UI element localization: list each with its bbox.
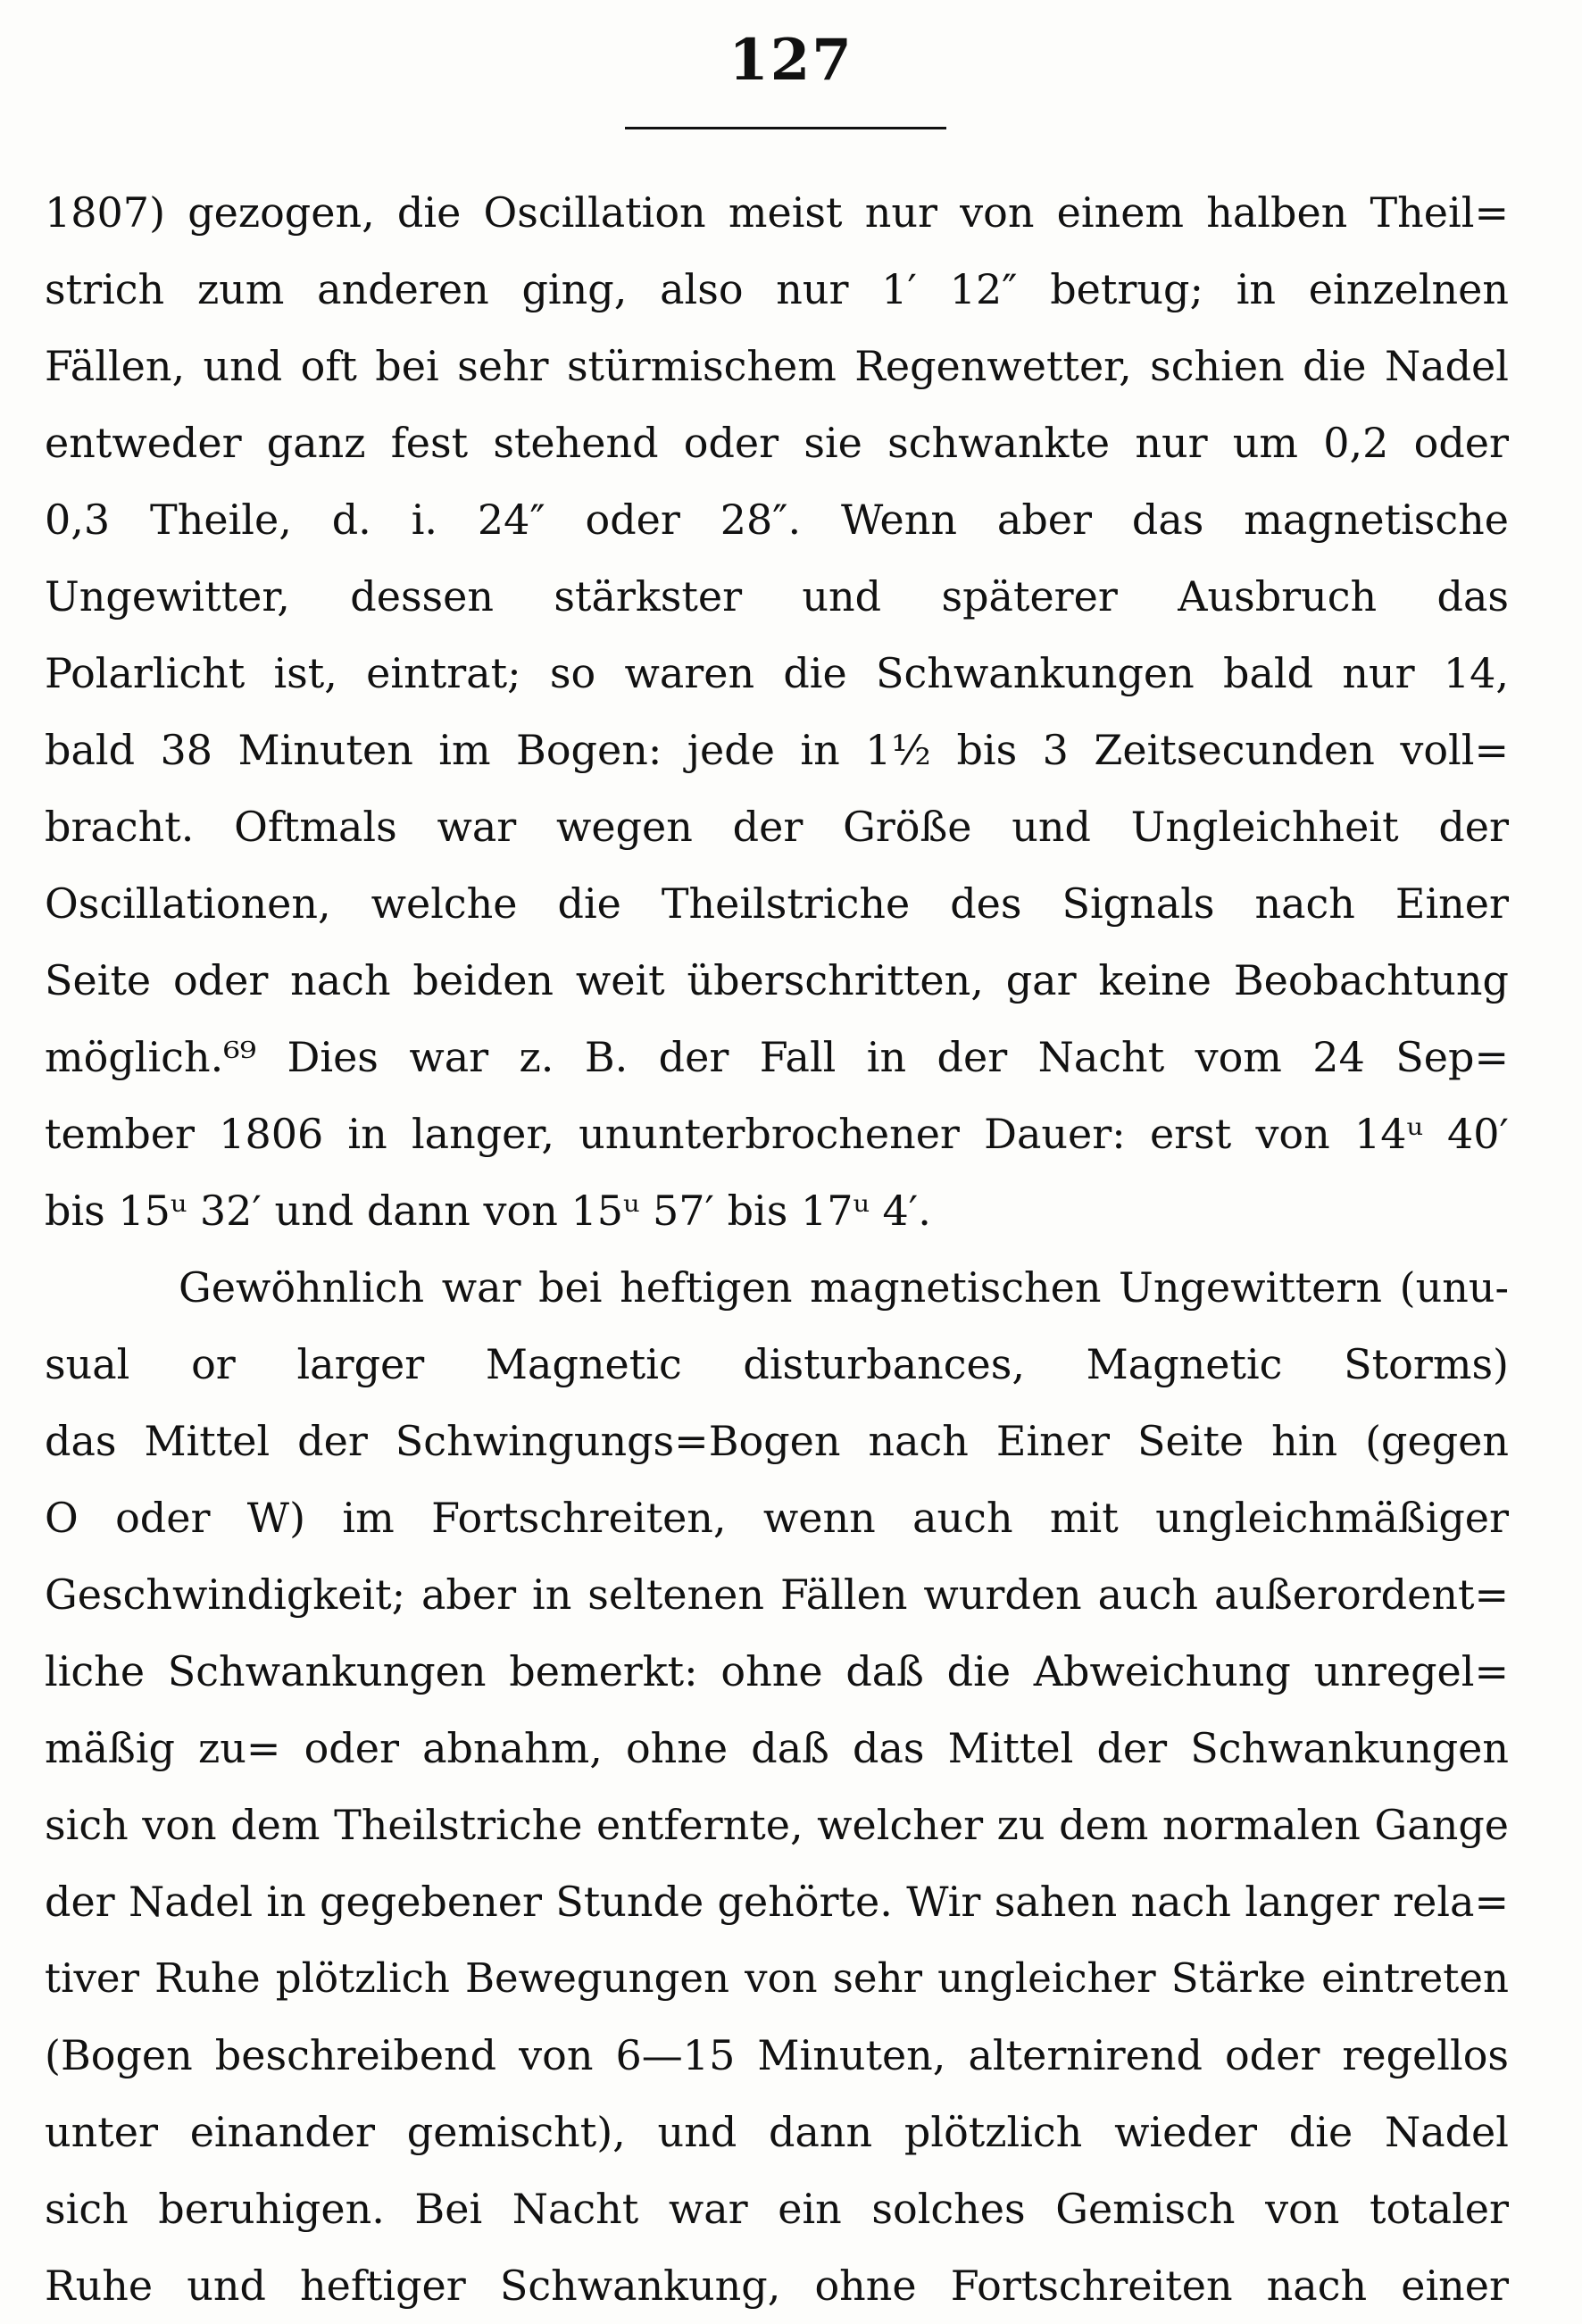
text-line: O oder W) im Fortschreiten, wenn auch mit ungleichmäßiger (45, 1494, 1509, 1542)
text-line: tember 1806 in langer, ununterbrochener Dauer: erst von 14ᵘ 40′ (45, 1110, 1509, 1158)
text-line: (Bogen beschreibend von 6—15 Minuten, alternirend oder regellos (45, 2031, 1509, 2079)
text-line: sich von dem Theilstriche entfernte, welcher zu dem normalen Gange (45, 1801, 1509, 1849)
body-text (45, 174, 1509, 2324)
text-line: Gewöhnlich war bei heftigen magnetischen Ungewittern (unu- (179, 1263, 1509, 1312)
text-line: tiver Ruhe plötzlich Bewegungen von sehr ungleicher Stärke eintreten (45, 1954, 1509, 2002)
text-line: 1807) gezogen, die Oscillation meist nur von einem halben Theil= (45, 188, 1509, 237)
text-line: 0,3 Theile, d. i. 24″ oder 28″. Wenn aber das magnetische (45, 496, 1509, 544)
text-line: Fällen, und oft bei sehr stürmischem Regenwetter, schien die Nadel (45, 342, 1509, 390)
text-line: sual or larger Magnetic disturbances, Magnetic Storms) (45, 1340, 1509, 1388)
text-line: möglich.⁶⁹ Dies war z. B. der Fall in der Nacht vom 24 Sep= (45, 1033, 1509, 1081)
text-line: Polarlicht ist, eintrat; so waren die Schwankungen bald nur 14, (45, 649, 1509, 697)
text-line: bald 38 Minuten im Bogen: jede in 1½ bis 3 Zeitsecunden voll= (45, 726, 1509, 774)
text-line: mäßig zu= oder abnahm, ohne daß das Mittel der Schwankungen (45, 1724, 1509, 1772)
text-line: Geschwindigkeit; aber in seltenen Fällen wurden auch außerordent= (45, 1570, 1509, 1619)
text-line: entweder ganz fest stehend oder sie schwankte nur um 0,2 oder (45, 419, 1509, 467)
text-line: liche Schwankungen bemerkt: ohne daß die Abweichung unregel= (45, 1647, 1509, 1695)
text-line: Ungewitter, dessen stärkster und späterer Ausbruch das (45, 572, 1509, 621)
header-rule (625, 127, 946, 129)
text-line: der Nadel in gegebener Stunde gehörte. Wir sahen nach langer rela= (45, 1878, 1509, 1926)
text-line: Oscillationen, welche die Theilstriche des Signals nach Einer (45, 879, 1509, 928)
text-line: strich zum anderen ging, also nur 1′ 12″ betrug; in einzelnen (45, 265, 1509, 313)
text-line: Seite oder nach beiden weit überschritten, gar keine Beobachtung (45, 956, 1509, 1004)
page-number: 127 (729, 27, 853, 94)
text-line: unter einander gemischt), und dann plötzlich wieder die Nadel (45, 2108, 1509, 2156)
text-line: bracht. Oftmals war wegen der Größe und Ungleichheit der (45, 803, 1509, 851)
text-line: sich beruhigen. Bei Nacht war ein solches Gemisch von totaler (45, 2185, 1509, 2233)
text-line: bis 15ᵘ 32′ und dann von 15ᵘ 57′ bis 17ᵘ 4′. (45, 1187, 931, 1235)
text-line: das Mittel der Schwingungs=Bogen nach Einer Seite hin (gegen (45, 1417, 1509, 1465)
text-line: Ruhe und heftiger Schwankung, ohne Fortschreiten nach einer (45, 2262, 1509, 2310)
